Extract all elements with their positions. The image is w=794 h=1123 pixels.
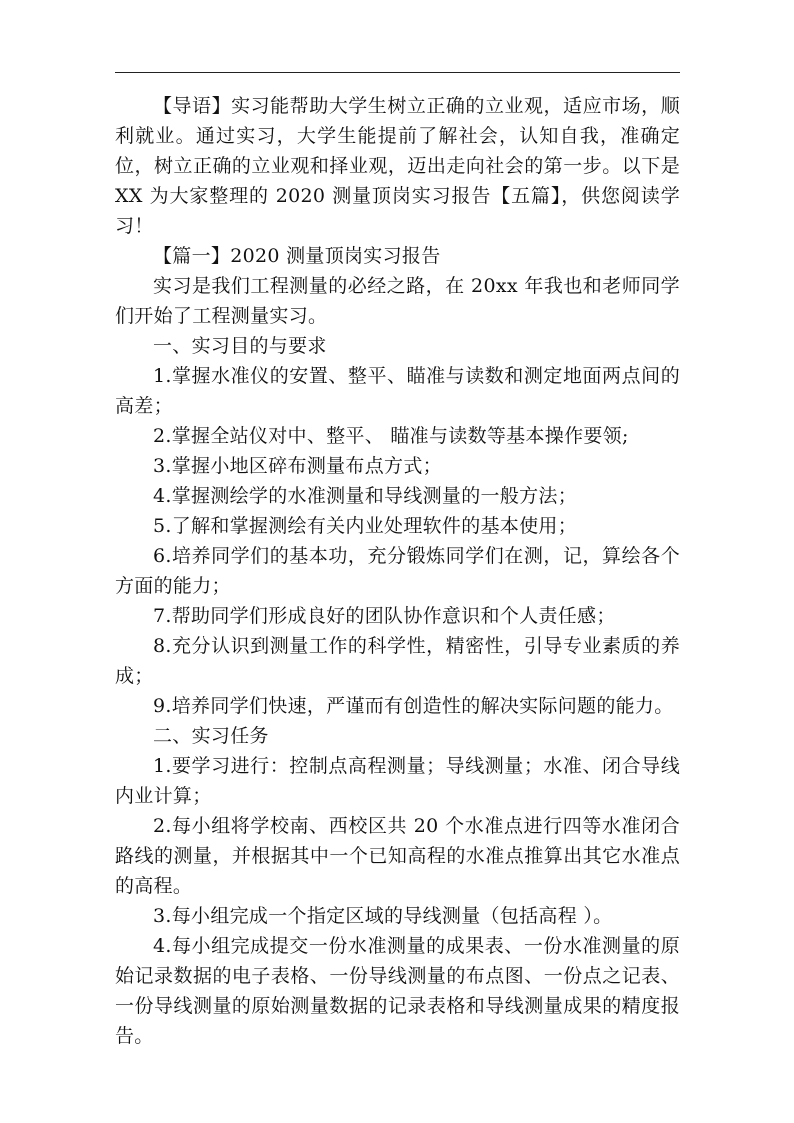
intro-paragraph: 【导语】实习能帮助大学生树立正确的立业观，适应市场，顺利就业。通过实习，大学生能提前了解社会，认知自我，准确定位，树立正确的立业观和择业观，迈出走向社会的第一步。以下是 XX 为大家整理的 2020 测量顶岗实习报告【五篇】，供您阅读学习！ xyxy=(115,95,680,237)
list-item: 3.掌握小地区碎布测量布点方式； xyxy=(153,455,442,477)
header-rule xyxy=(115,72,680,73)
list-item: 6.培养同学们的基本功，充分锻炼同学们在测，记，算绘各个方面的能力； xyxy=(115,545,680,597)
section-title-part-one: 【篇一】2020 测量顶岗实习报告 xyxy=(153,245,441,267)
document-body xyxy=(115,91,680,1051)
list-item: 8.充分认识到测量工作的科学性，精密性，引导专业素质的养成； xyxy=(115,635,680,687)
list-item: 5.了解和掌握测绘有关内业处理软件的基本使用； xyxy=(153,515,578,537)
body-paragraph: 实习是我们工程测量的必经之路，在 20xx 年我也和老师同学们开始了工程测量实习。 xyxy=(115,275,680,327)
section-heading-tasks: 二、实习任务 xyxy=(153,725,269,747)
list-item: 7.帮助同学们形成良好的团队协作意识和个人责任感； xyxy=(153,605,616,627)
section-heading-objectives: 一、实习目的与要求 xyxy=(153,335,327,357)
list-item: 1.掌握水准仪的安置、整平、瞄准与读数和测定地面两点间的高差； xyxy=(115,365,680,417)
list-item: 1.要学习进行：控制点高程测量；导线测量；水准、闭合导线内业计算； xyxy=(115,755,680,807)
list-item: 3.每小组完成一个指定区域的导线测量（包括高程 ）。 xyxy=(153,905,613,927)
list-item: 9.培养同学们快速，严谨而有创造性的解决实际问题的能力。 xyxy=(153,695,674,717)
list-item: 2.每小组将学校南、西校区共 20 个水准点进行四等水准闭合路线的测量，并根据其中一个已知高程的水准点推算出其它水准点的高程。 xyxy=(115,815,680,897)
list-item: 4.掌握测绘学的水准测量和导线测量的一般方法； xyxy=(153,485,578,507)
list-item: 4.每小组完成提交一份水准测量的成果表、一份水准测量的原始记录数据的电子表格、一份导线测量的布点图、一份点之记表、一份导线测量的原始测量数据的记录表格和导线测量成果的精度报告。 xyxy=(115,935,680,1047)
list-item: 2.掌握全站仪对中、整平、 瞄准与读数等基本操作要领; xyxy=(153,425,629,447)
